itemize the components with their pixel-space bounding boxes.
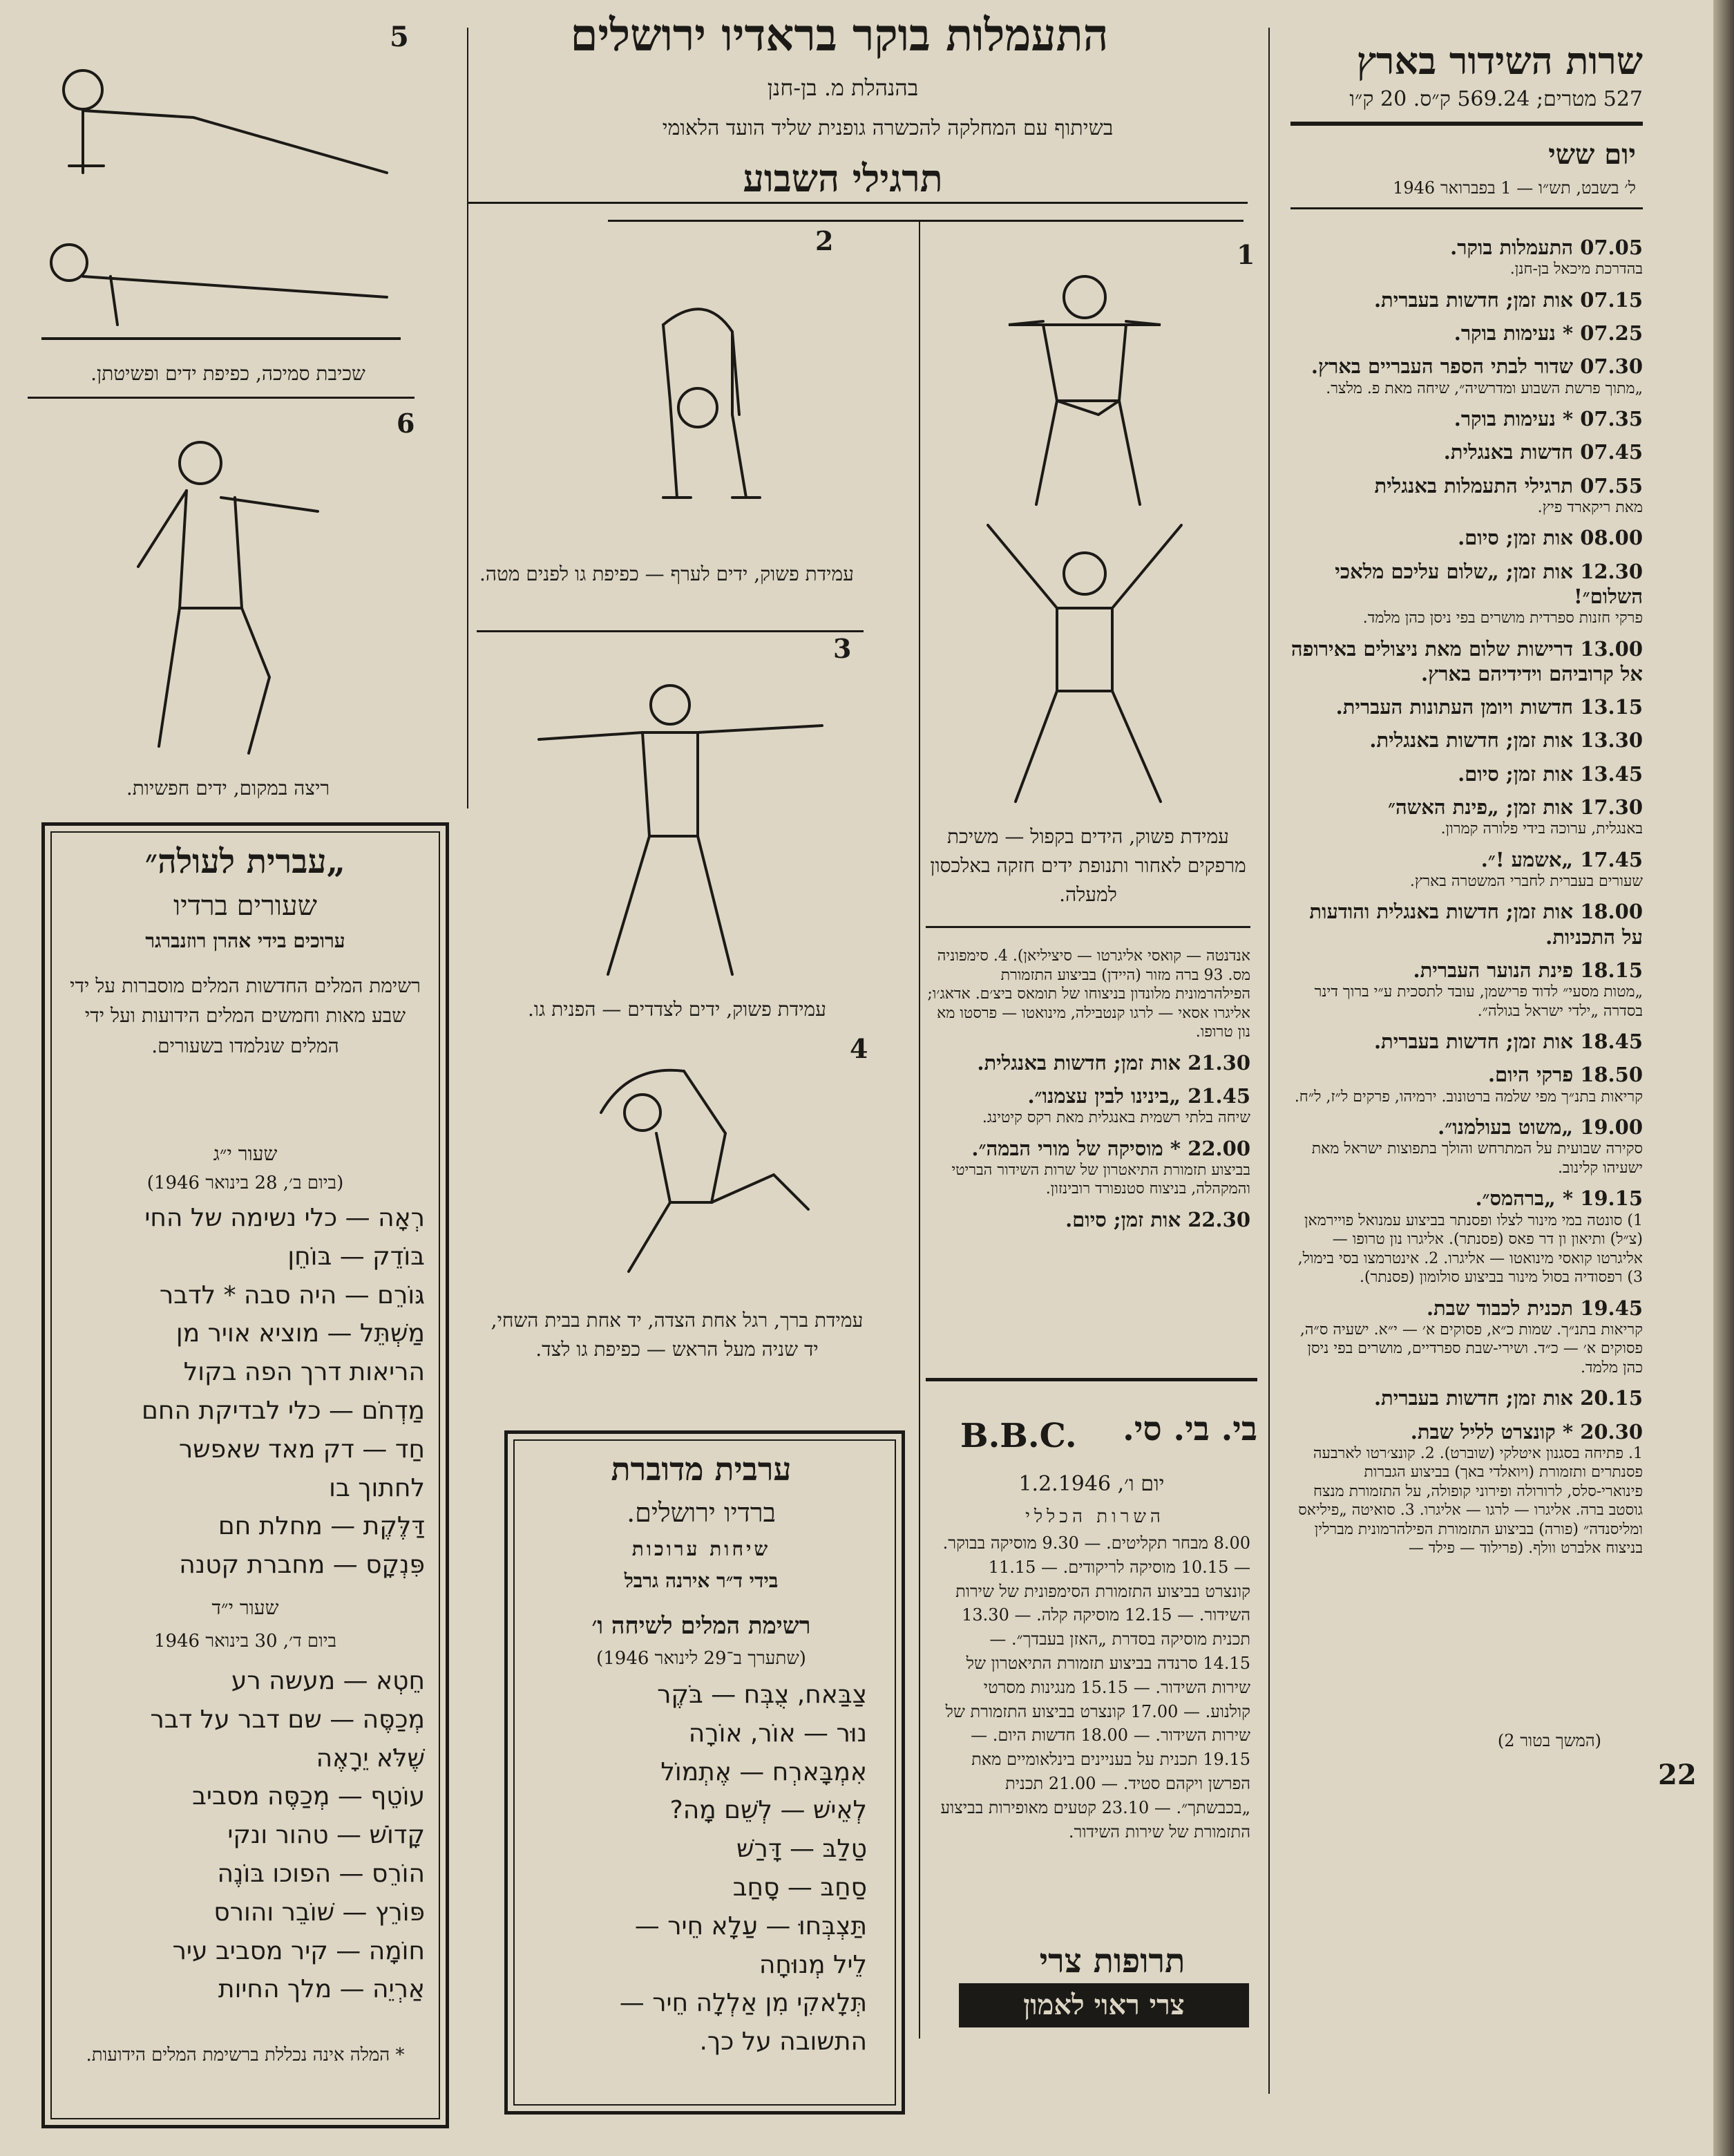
arabic-vocab-entry: לְאֵישׁ — לְשֵׁם מָה? <box>669 1796 867 1825</box>
vocab-entry: פּוֹרֵץ — שׁוֹבֵר והורס <box>213 1898 425 1927</box>
vocab-entry: הוֹרֵס — הפוכו בּוֹנֶה <box>217 1859 425 1888</box>
spoken-word-list <box>535 1676 867 2061</box>
figure-4-number: 4 <box>850 1033 868 1064</box>
vocab-entry: פִּנְקָס — מחברת קטנה <box>179 1551 425 1580</box>
figure-5-rule <box>28 397 415 399</box>
spoken-title: ערבית מדוברת <box>611 1450 792 1488</box>
schedule-row <box>1284 559 1643 628</box>
schedule-row <box>1284 694 1643 719</box>
vocab-entry: עוֹטֵף — מְכַסֶּה מסביב <box>192 1782 425 1811</box>
schedule-row <box>1284 1186 1643 1287</box>
page-number: 22 <box>1658 1759 1697 1791</box>
figure-1-number: 1 <box>1237 239 1255 270</box>
schedule-time-title: 13.15 חדשות ויומן העתונות העברית. <box>1335 695 1643 719</box>
vocab-entry: דַּלֶּקֶת — מחלת חם <box>218 1512 425 1541</box>
page-edge <box>1713 0 1734 2156</box>
corner-number: 5 <box>390 21 409 53</box>
schedule-row <box>1284 525 1643 550</box>
ivrit-word-list-2 <box>66 1662 425 2009</box>
figure-1-caption: עמידת פשוק, הידים בקפול — משיכת מרפקים לאחור ותנופת ידים חזקה באלכסון למעלה. <box>930 825 1246 906</box>
station-rule <box>1290 122 1643 126</box>
schedule-time-title: 13.30 אות זמן; חדשות באנגלית. <box>1369 728 1643 753</box>
bbc-hebrew-title: בי. בי. סי. <box>1123 1410 1257 1448</box>
arabic-vocab-entry: תְּלָאקִי מִן אַלְלָה חֵיר — <box>619 1989 867 2018</box>
schedule-time-title: 12.30 אות זמן; „שלום עליכם מלאכי השלום״! <box>1335 559 1643 608</box>
arabic-vocab-entry: צַבַּאח, צֻבְּח — בֹּקֶר <box>657 1681 867 1709</box>
vocab-entry: רְאָה — כלי נשימה של החי <box>144 1204 425 1232</box>
schedule-time-title: 07.05 התעמלות בוקר. <box>1450 236 1643 259</box>
vocab-entry: בּוֹדֵק — בּוֹחֵן <box>287 1242 425 1271</box>
schedule-description: סקירה שבועית על המתרחש והולך בתפוצות ישראל מאת ישעיהו קלינוב. <box>1311 1140 1643 1177</box>
arabic-vocab-entry: תַּצְבְּחוּ — עַלָא חֵיר — <box>634 1911 867 1940</box>
figure-2-caption: עמידת פשוק, ידים לערף — כפיפת גו לפנים מטה. <box>479 562 854 585</box>
spoken-list-date: (שתערך ב־29 לינואר 1946) <box>596 1648 806 1669</box>
day-rule <box>1290 207 1643 209</box>
schedule-time-title: 18.15 פינת הנוער העברית. <box>1413 958 1643 982</box>
vocab-entry: לחתוך בו <box>329 1473 425 1502</box>
ad-brand: תרופות צרי <box>1039 1942 1185 1980</box>
schedule-list <box>1284 235 1643 1567</box>
exercise-subtitle-2: בשיתוף עם המחלקה להכשרה גופנית שליד הועד הלאומי <box>662 116 1114 140</box>
figure-4-caption: עמידת ברך, רגל אחת הצדה, יד אחת בבית השחי, יד שניה מעל הראש — כפיפת גו לצד. <box>490 1309 864 1361</box>
figure-6-caption: ריצה במקום, ידים חפשיות. <box>126 777 330 800</box>
exercise-rule-top <box>467 202 1248 204</box>
vocab-entry: גּוֹרֵם — היה סבה * לדבר <box>159 1280 425 1309</box>
schedule-time-title: 20.30 * קונצרט לליל שבת. <box>1410 1419 1643 1444</box>
day-date: ל׳ בשבט, תש״ו — 1 בפברואר 1946 <box>1393 178 1636 198</box>
schedule-time-title: 18.45 אות זמן; חדשות בעברית. <box>1373 1030 1643 1053</box>
schedule-time-title: 13.45 אות זמן; סיום. <box>1458 762 1643 786</box>
vocab-entry: מְכַסֶּה — שם דבר על דבר <box>150 1705 425 1734</box>
schedule-time-title: 22.30 אות זמן; סיום. <box>1065 1207 1250 1231</box>
ivrit-word-list-1 <box>66 1199 425 1585</box>
schedule-row <box>1284 958 1643 1021</box>
vocab-entry: אַרְיֵה — מלך החיות <box>218 1975 425 2004</box>
figure-3-illustration <box>525 670 836 988</box>
schedule-description: אנדנטה — קואסי אליגרטו — סיציליאן). 4. סימפוניה מס. 93 ברה מזור (היידן) בביצוע התזמורת הפילהרמונית מלונדון בניצוחו של תומאס ביצ׳ם. אדאג׳ו; אליגרו אסאי — לרגו קנטבילה, מינואטו — פרסטו מא נון טרופו. <box>927 947 1250 1041</box>
middle-schedule-row <box>926 947 1250 1042</box>
middle-rule <box>926 1378 1257 1381</box>
schedule-description: קריאות בתנ״ך. שמות כ״א, פסוקים א׳ — י״א. ישעיה ס״ה, פסוקים א׳ — כ״ד. ושירי-שבת ספרדיים, מושרים בפי ניסן כהן מלמד. <box>1299 1321 1643 1377</box>
schedule-row <box>1284 1062 1643 1106</box>
column-divider-middle <box>919 221 920 2039</box>
schedule-row <box>1284 762 1643 786</box>
spoken-line-1: שיחות ערוכות <box>631 1538 771 1560</box>
schedule-row <box>1284 847 1643 891</box>
schedule-row <box>1284 1029 1643 1054</box>
vocab-entry: שֶׁלֹּא יֵרָאֶה <box>316 1743 425 1772</box>
schedule-description: 1) סונטה במי מינור לצלו ופסנתר בביצוע עמנואל פויירמאן (צ״ל) ותיאון ון דר פאס (פסנתר). אליגרו נון טרופו — אליגרטו קואסי מינואטו — אליגרו. 2. אינטרמצו בסי בימול, 3) רפסודיה בסול מינור בביצוע סולומון (פסנתר). <box>1297 1211 1643 1286</box>
arabic-vocab-entry: נוּר — אוֹר, אוֹרָה <box>688 1719 867 1748</box>
column-divider-left <box>467 28 468 808</box>
exercise-subtitle-1: בהנהלת מ. בן-חנן <box>767 75 919 101</box>
figure-3-number: 3 <box>833 633 852 664</box>
figure-4-illustration <box>573 1050 836 1278</box>
station-title: שרות השידור בארץ <box>1356 39 1643 83</box>
vocab-entry: חֵטְא — מעשה רע <box>231 1667 425 1695</box>
schedule-time-title: 07.30 שדור לבתי הספר העבריים בארץ. <box>1311 354 1643 379</box>
vocab-entry: חוֹמָה — קיר מסביב עיר <box>172 1936 425 1965</box>
ivrit-title: „עברית לעולה״ <box>144 842 346 881</box>
middle-schedule-row <box>926 1084 1250 1128</box>
schedule-row <box>1284 1296 1643 1378</box>
schedule-description: שעורים בעברית לחברי המשטרה בארץ. <box>1409 872 1643 890</box>
schedule-row <box>1284 1419 1643 1558</box>
spoken-list-title: רשימת המלים לשיחה ו׳ <box>591 1612 811 1640</box>
arabic-vocab-entry: התשובה על כך. <box>699 2027 867 2056</box>
ivrit-lesson-1: שעור י״ג <box>213 1142 278 1165</box>
figure-6-illustration <box>124 428 332 760</box>
schedule-time-title: 18.00 אות זמן; חדשות באנגלית והודעות על התכניות. <box>1309 900 1643 949</box>
ivrit-lesson-1-date: (ביום ב׳, 28 בינואר 1946) <box>146 1173 344 1193</box>
schedule-time-title: 08.00 אות זמן; סיום. <box>1458 526 1643 550</box>
schedule-row <box>1284 728 1643 753</box>
schedule-description: בביצוע תזמורת התיאטרון של שרות השידור הבריטי והמקהלה, בניצוח סטנפורד רובינזון. <box>951 1161 1250 1198</box>
schedule-time-title: 13.00 דרישות שלום מאת ניצולים באירופה אל קרוביהם וידידיהם בארץ. <box>1290 636 1643 685</box>
ad-slogan: צרי ראוי לאמון <box>1023 1989 1185 2021</box>
schedule-time-title: 17.30 אות זמן; „פינת האשה״ <box>1387 795 1643 819</box>
middle-schedule-row <box>926 1207 1250 1232</box>
schedule-description: מאת ריקארד פיץ. <box>1537 498 1643 516</box>
continued-note: (המשך בטור 2) <box>1497 1731 1601 1750</box>
schedule-time-title: 18.50 פרקי היום. <box>1487 1063 1643 1087</box>
vocab-entry: מַדְחֹם — כלי לבדיקת החם <box>142 1396 425 1425</box>
schedule-description: „מטות מסעי״ לדוד פרישמן, עובד לתסכית ע״י ברוך דינר בסדרה „ילדי ישראל בגולה״. <box>1314 983 1643 1020</box>
exercise-heading: תרגילי השבוע <box>743 156 943 200</box>
schedule-time-title: 07.25 * נעימות בוקר. <box>1454 321 1643 345</box>
ivrit-lesson-2: שעור י״ד <box>211 1596 279 1619</box>
schedule-row <box>1284 406 1643 431</box>
schedule-row <box>1284 354 1643 398</box>
schedule-row <box>1284 473 1643 518</box>
schedule-description: באנגלית, ערוכה בידי פלורה קמרון. <box>1440 820 1643 838</box>
ivrit-footnote: * המלה אינה נכללת ברשימת המלים הידועות. <box>86 2045 405 2065</box>
ad-slogan-band <box>959 1983 1249 2027</box>
ivrit-intro: רשימת המלים החדשות המלים מוסברות על ידי שבע מאות וחמשים המלים הידועות ועל ידי המלים שנלמדו בשעורים. <box>70 974 421 1057</box>
figure-2-illustration <box>594 276 815 511</box>
schedule-row <box>1284 439 1643 464</box>
schedule-description: 1. פתיחה בסגנון איטלקי (שוברט). 2. קונצ׳רטו לארבעה פסנתרים ותזמורת (ויואלדי באך) בביצוע הגברות פינוארי-סלס, לרורולה ופירוני קופולה, על התזמורת מנצח גוסטב ברה. אליגרו — לרגו — אליגרו. 3. סואיטה „פיליאס ומליסנדה״ (פורה) בביצוע התזמורת הפילהרמונית מברלין בניצוח אלברט וולף. (פרילוד — פילד — <box>1298 1444 1643 1558</box>
middle-schedule-row <box>926 1050 1250 1075</box>
bbc-body: 8.00 מבחר תקליטים. — 9.30 מוסיקה בבוקר. — 10.15 מוסיקה לריקודים. — 11.15 קונצרט בביצוע התזמורת הסימפונית של שירות השידור. — 12.15 מוסיקה קלה. — 13.30 תכנית מוסיקה בסדרת „האזן בעבדך״. — 14.15 סרנדה בביצוע תזמורת התיאטרון של שירות השידור. — 15.15 מנגינות מסרטי קולנוע. — 17.00 קונצרט בביצוע התזמורת של שירות השידור. — 18.00 חדשות היום. — 19.15 תכנית על בעניינים בינלאומיים מאת הפרשן ויקהם סטיד. — 21.00 תכנית „בכבשתך״. — 23.10 קטעים מאופירות בביצוע התזמורת של שירות השידור. <box>940 1533 1250 1842</box>
vocab-entry: הריאות דרך הפה בקול <box>183 1358 425 1387</box>
schedule-time-title: 17.45 „אשמע !״. <box>1480 847 1643 871</box>
ivrit-editor: ערוכים בידי אהרן רוזנברגר <box>145 929 345 952</box>
schedule-time-title: 19.45 תכנית לכבוד שבת. <box>1426 1296 1643 1320</box>
schedule-description: בהדרכת מיכאל בן-חנן. <box>1509 261 1643 278</box>
schedule-description: קריאות בתנ״ך מפי שלמה ברטונוב. ירמיהו, פרקים ל״ז, ל״ח. <box>1294 1088 1643 1106</box>
schedule-row <box>1284 1386 1643 1410</box>
vocab-entry: חַד — דק מאד שאפשר <box>178 1435 425 1464</box>
schedule-time-title: 19.00 „משוט בעולמנו״. <box>1438 1115 1643 1139</box>
schedule-row <box>1284 795 1643 839</box>
figure-2-number: 2 <box>815 225 834 256</box>
bbc-header: השרות הכללי <box>1025 1506 1165 1527</box>
schedule-time-title: 21.30 אות זמן; חדשות באנגלית. <box>977 1050 1250 1075</box>
arabic-vocab-entry: אִמְבָּארְח — אֶתְמוֹל <box>660 1757 867 1786</box>
day-title: יום ששי <box>1548 138 1636 171</box>
schedule-row <box>1284 321 1643 346</box>
figure-2-rule <box>477 630 864 632</box>
middle-schedule-row <box>926 1136 1250 1199</box>
station-frequency: 527 מטרים; 569.24 ק״ס. 20 ק״ו <box>1349 87 1643 111</box>
figure-5-illustration <box>41 48 401 346</box>
spoken-arabic-box <box>504 1430 905 2115</box>
schedule-description: „מתוך פרשת השבוע ומדרשיה״, שיחה מאת פ. מלצר. <box>1326 379 1643 397</box>
figure-1-illustration <box>960 263 1209 815</box>
schedule-row <box>1284 899 1643 949</box>
figure-6-number: 6 <box>397 408 415 439</box>
schedule-time-title: 19.15 * „ברהמס״. <box>1475 1186 1643 1211</box>
ivrit-subtitle: שעורים ברדיו <box>173 890 317 922</box>
vocab-entry: מַשְׁתֵּל — מוציא אויר מן <box>175 1319 425 1348</box>
schedule-time-title: 07.45 חדשות באנגלית. <box>1443 440 1643 464</box>
schedule-time-title: 07.35 * נעימות בוקר. <box>1454 407 1643 431</box>
exercise-title: התעמלות בוקר בראדיו ירושלים <box>570 10 1109 62</box>
ivrit-lesson-2-date: ביום ד׳, 30 בינואר 1946 <box>153 1631 337 1652</box>
schedule-row <box>1284 636 1643 687</box>
column-divider-right <box>1268 28 1270 2094</box>
schedule-time-title: 07.55 תרגילי התעמלות באנגלית <box>1374 473 1643 498</box>
spoken-line-2: בידי ד״ר אירנה גרבל <box>624 1569 779 1592</box>
schedule-time-title: 20.15 אות זמן; חדשות בעברית. <box>1373 1386 1643 1410</box>
figure-5-caption: שכיבת סמיכה, כפיפת ידים ופשיטתן. <box>90 362 365 385</box>
schedule-description: פרקי חזנות ספרדית מושרים בפי ניסן כהן מלמד. <box>1362 609 1643 627</box>
ivrit-box <box>41 822 449 2128</box>
schedule-row <box>1284 1115 1643 1178</box>
arabic-vocab-entry: טַלַבּ — דָּרַשׁ <box>736 1835 867 1864</box>
figure-3-caption: עמידת פשוק, ידים לצדדים — הפנית גו. <box>527 998 827 1021</box>
schedule-row <box>1284 287 1643 312</box>
arabic-vocab-entry: סַחַבּ — סָחַב <box>732 1873 867 1902</box>
bbc-latin-title: B.B.C. <box>960 1417 1077 1455</box>
bbc-date: יום ו׳, 1.2.1946 <box>1018 1472 1165 1496</box>
figure-1-rule <box>926 926 1250 928</box>
arabic-vocab-entry: לֵיל מְנוּחָה <box>759 1950 867 1979</box>
schedule-row <box>1284 235 1643 279</box>
schedule-time-title: 07.15 אות זמן; חדשות בעברית. <box>1373 287 1643 312</box>
schedule-description: שיחה בלתי רשמית באנגלית מאת רקס קיטינג. <box>982 1109 1250 1126</box>
spoken-subtitle: ברדיו ירושלים. <box>627 1497 776 1528</box>
schedule-time-title: 21.45 „בינינו לבין עצמנו״. <box>1027 1084 1250 1108</box>
vocab-entry: קָדוֹשׁ — טהור ונקי <box>227 1821 425 1850</box>
schedule-time-title: 22.00 * מוסיקה של מורי הבמה״. <box>971 1136 1250 1160</box>
middle-schedule-list <box>926 947 1250 1240</box>
exercise-rule-bottom <box>608 220 1244 222</box>
